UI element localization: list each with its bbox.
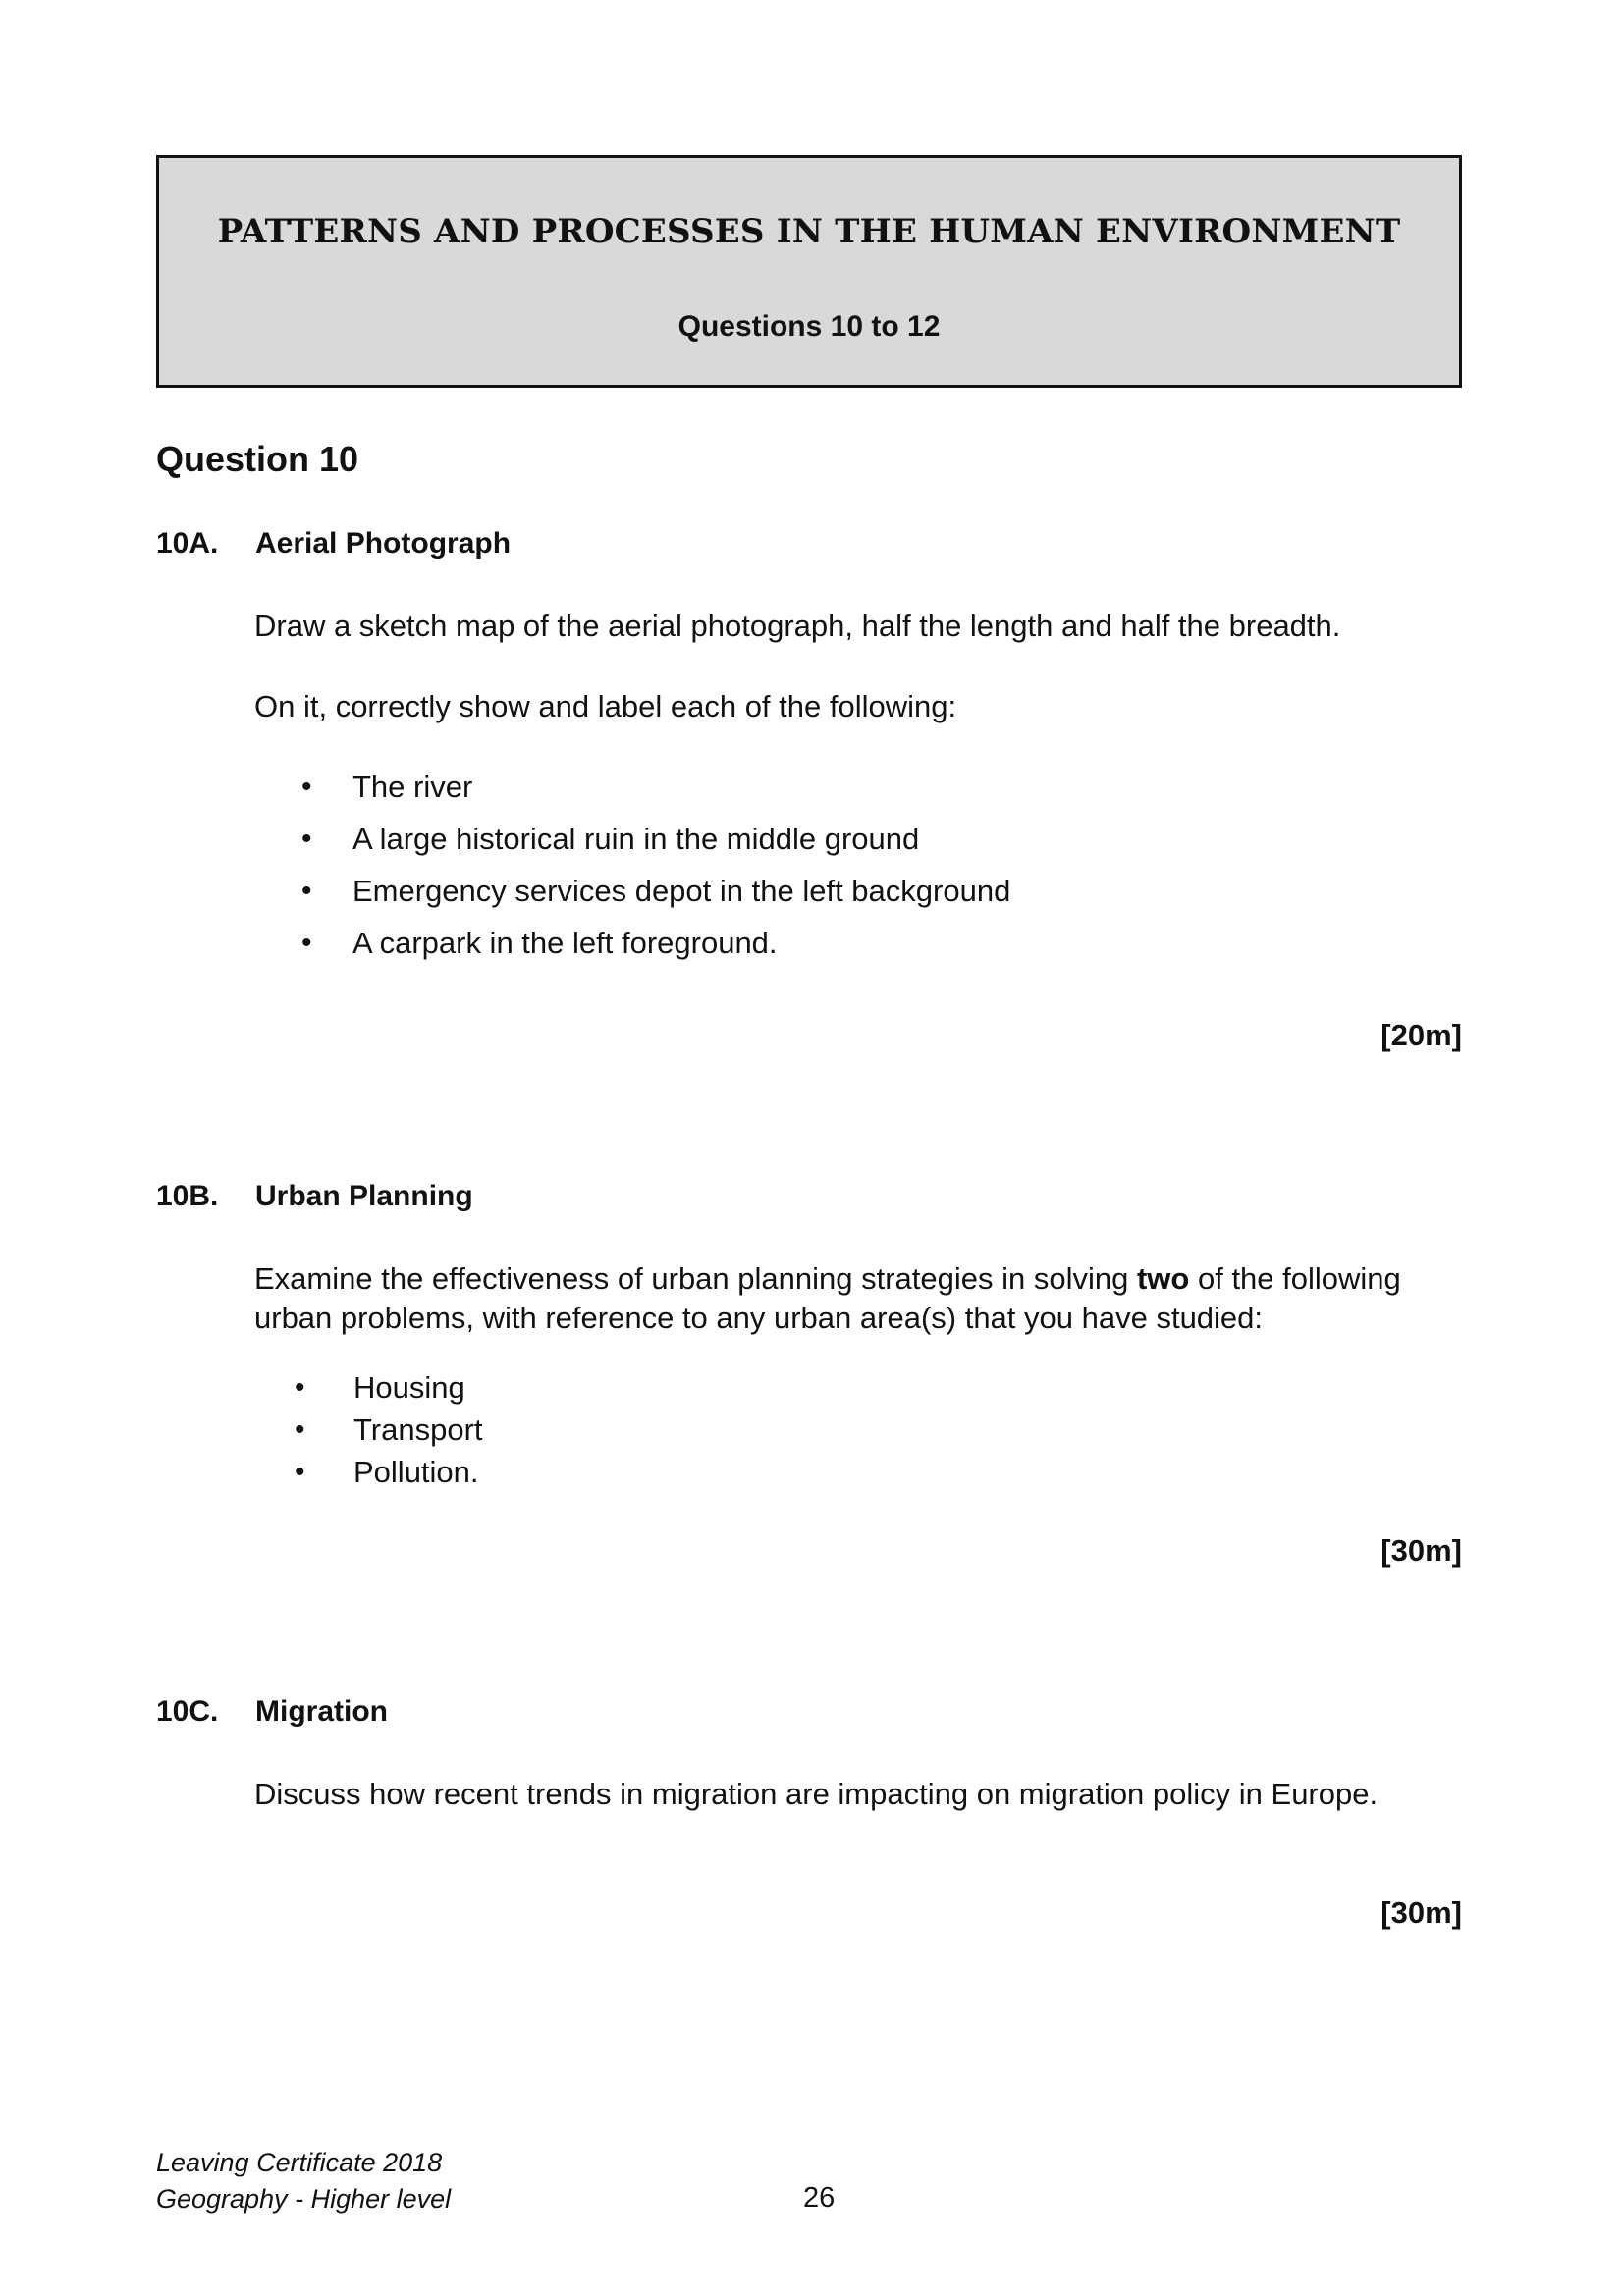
bullet-dot: •: [301, 823, 312, 855]
footer-info: [156, 2145, 451, 2217]
bullet-dot: •: [295, 1371, 305, 1404]
part-10a-number: 10A.: [156, 527, 219, 560]
part-10a-bullet-1: The river: [352, 770, 473, 804]
bullet-dot: •: [295, 1456, 305, 1488]
bullet-dot: •: [295, 1414, 305, 1446]
bullet-dot: •: [301, 875, 312, 907]
part-10b-bullet-1: Housing: [353, 1370, 465, 1405]
part-10b-paragraph-line-2: urban problems, with reference to any urban area(s) that you have studied:: [254, 1301, 1264, 1335]
part-10b-bullet-3: Pollution.: [353, 1455, 479, 1489]
question-heading: Question 10: [156, 439, 359, 479]
part-10a-paragraph-2: On it, correctly show and label each of the following:: [254, 689, 957, 723]
part-10c-number: 10C.: [156, 1695, 219, 1728]
emphasis-two: two: [1136, 1261, 1190, 1296]
section-subtitle: Questions 10 to 12: [677, 310, 941, 343]
section-title: PATTERNS AND PROCESSES IN THE HUMAN ENVIRONMENT: [217, 212, 1401, 251]
part-10b-number: 10B.: [156, 1180, 219, 1212]
part-10c-title: Migration: [255, 1695, 388, 1728]
part-10b-marks: [30m]: [1380, 1533, 1462, 1568]
bullet-dot: •: [301, 771, 312, 803]
part-10a-bullet-2: A large historical ruin in the middle ground: [352, 822, 920, 856]
footer-subject-level: Geography - Higher level: [156, 2184, 452, 2214]
bullet-dot: •: [301, 927, 312, 959]
section-banner: [156, 155, 1462, 388]
part-10b-title: Urban Planning: [255, 1180, 473, 1212]
footer-exam-name: Leaving Certificate 2018: [156, 2148, 443, 2177]
part-10b-bullet-2: Transport: [353, 1413, 483, 1447]
part-10c-paragraph-1: Discuss how recent trends in migration are impacting on migration policy in Europe.: [254, 1777, 1379, 1811]
part-10b-paragraph-line-1: Examine the effectiveness of urban planning strategies in solving two of the following: [254, 1261, 1401, 1296]
part-10a-bullet-4: A carpark in the left foreground.: [352, 926, 778, 960]
page-number: 26: [803, 2182, 836, 2214]
part-10a-title: Aerial Photograph: [255, 527, 512, 560]
part-10a-marks: [20m]: [1380, 1018, 1462, 1052]
part-10a-bullet-3: Emergency services depot in the left background: [352, 874, 1011, 908]
part-10c-marks: [30m]: [1380, 1896, 1462, 1930]
part-10a-paragraph-1: Draw a sketch map of the aerial photograph, half the length and half the breadth.: [254, 609, 1341, 643]
